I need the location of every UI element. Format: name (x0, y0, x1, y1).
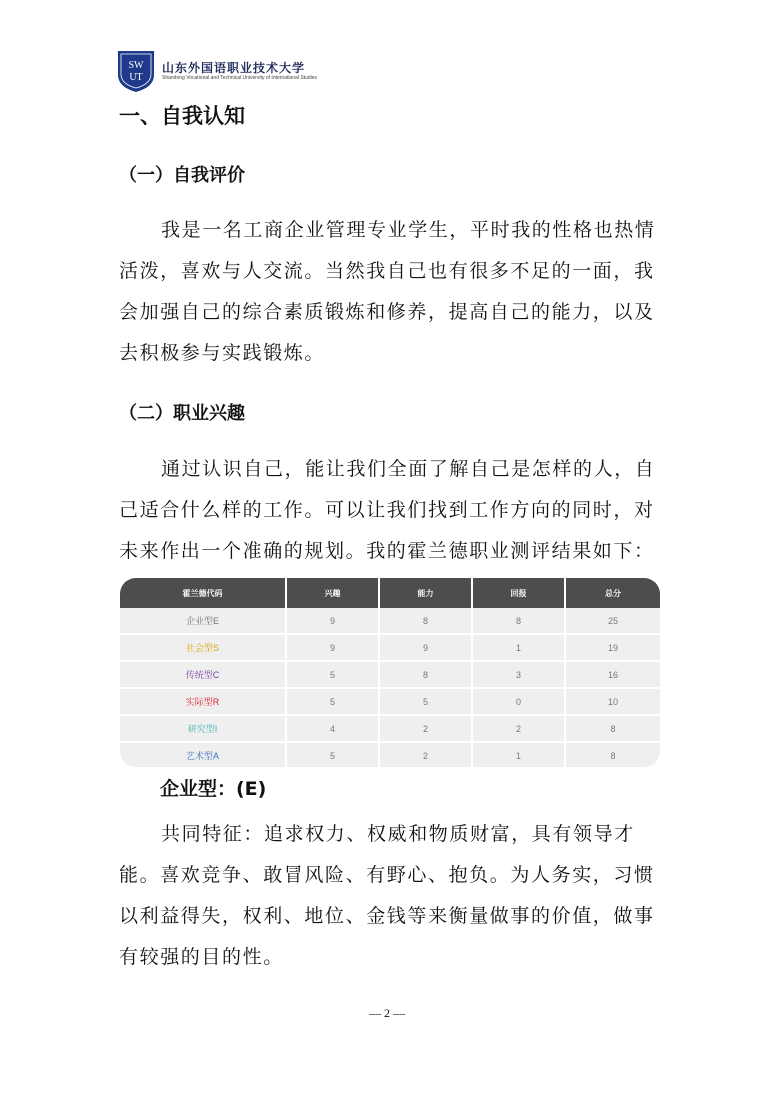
column-header-code: 霍兰德代码 (120, 578, 287, 608)
cell-interest: 9 (287, 635, 380, 662)
cell-reward: 2 (473, 716, 566, 743)
school-shield-icon (116, 49, 156, 93)
svg-text:SW: SW (128, 60, 144, 71)
cell-total: 19 (566, 635, 660, 662)
school-name-cn: 山东外国语职业技术大学 (162, 60, 306, 75)
cell-ability: 5 (380, 689, 473, 716)
table-row (120, 608, 660, 635)
paragraph-enterprise-type: 共同特征：追求权力、权威和物质财富，具有领导才能。喜欢竞争、敢冒风险、有野心、抱负。为人务实，习惯以利益得失，权利、地位、金钱等来衡量做事的价值，做事有较强的目的性。 (119, 823, 655, 968)
cell-ability: 8 (380, 662, 473, 689)
cell-reward: 1 (473, 743, 566, 767)
cell-reward: 3 (473, 662, 566, 689)
svg-text:UT: UT (129, 72, 143, 83)
paragraph-career-interest: 通过认识自己，能让我们全面了解自己是怎样的人，自己适合什么样的工作。可以让我们找到工作方向的同时，对未来作出一个准确的规划。我的霍兰德职业测评结果如下： (119, 458, 656, 562)
cell-ability: 2 (380, 716, 473, 743)
table-row (120, 662, 660, 689)
cell-code: 艺术型A (120, 743, 287, 767)
cell-code: 研究型I (120, 716, 287, 743)
section-title: 一、自我认知 (119, 104, 245, 128)
cell-interest: 5 (287, 743, 380, 767)
page-number: — 2 — (369, 1006, 405, 1020)
cell-total: 10 (566, 689, 660, 716)
cell-code: 企业型E (120, 608, 287, 635)
cell-interest: 4 (287, 716, 380, 743)
column-header-total: 总分 (566, 578, 660, 608)
table-row (120, 716, 660, 743)
table-row (120, 689, 660, 716)
cell-interest: 5 (287, 662, 380, 689)
column-header-ability: 能力 (380, 578, 473, 608)
cell-total: 25 (566, 608, 660, 635)
cell-reward: 1 (473, 635, 566, 662)
cell-ability: 2 (380, 743, 473, 767)
column-header-interest: 兴趣 (287, 578, 380, 608)
cell-ability: 8 (380, 608, 473, 635)
column-header-reward: 回报 (473, 578, 566, 608)
cell-total: 8 (566, 716, 660, 743)
cell-reward: 8 (473, 608, 566, 635)
cell-total: 16 (566, 662, 660, 689)
subsection-title-self-evaluation: （一）自我评价 (119, 165, 245, 186)
cell-interest: 5 (287, 689, 380, 716)
table-header-row (120, 578, 660, 608)
cell-reward: 0 (473, 689, 566, 716)
holland-result-table (120, 578, 660, 767)
cell-ability: 9 (380, 635, 473, 662)
paragraph-self-evaluation: 我是一名工商企业管理专业学生，平时我的性格也热情活泼，喜欢与人交流。当然我自己也有很多不足的一面，我会加强自己的综合素质锻炼和修养，提高自己的能力，以及去积极参与实践锻炼。 (119, 219, 656, 364)
enterprise-type-title: 企业型：(E) (160, 778, 267, 800)
school-name-en: Shandong Vocational and Technical University of International Studies (162, 74, 318, 81)
subsection-title-career-interest: （二）职业兴趣 (119, 403, 245, 424)
table-row (120, 743, 660, 767)
school-logo (116, 49, 317, 93)
cell-total: 8 (566, 743, 660, 767)
cell-interest: 9 (287, 608, 380, 635)
cell-code: 社会型S (120, 635, 287, 662)
cell-code: 实际型R (120, 689, 287, 716)
cell-code: 传统型C (120, 662, 287, 689)
table-row (120, 635, 660, 662)
